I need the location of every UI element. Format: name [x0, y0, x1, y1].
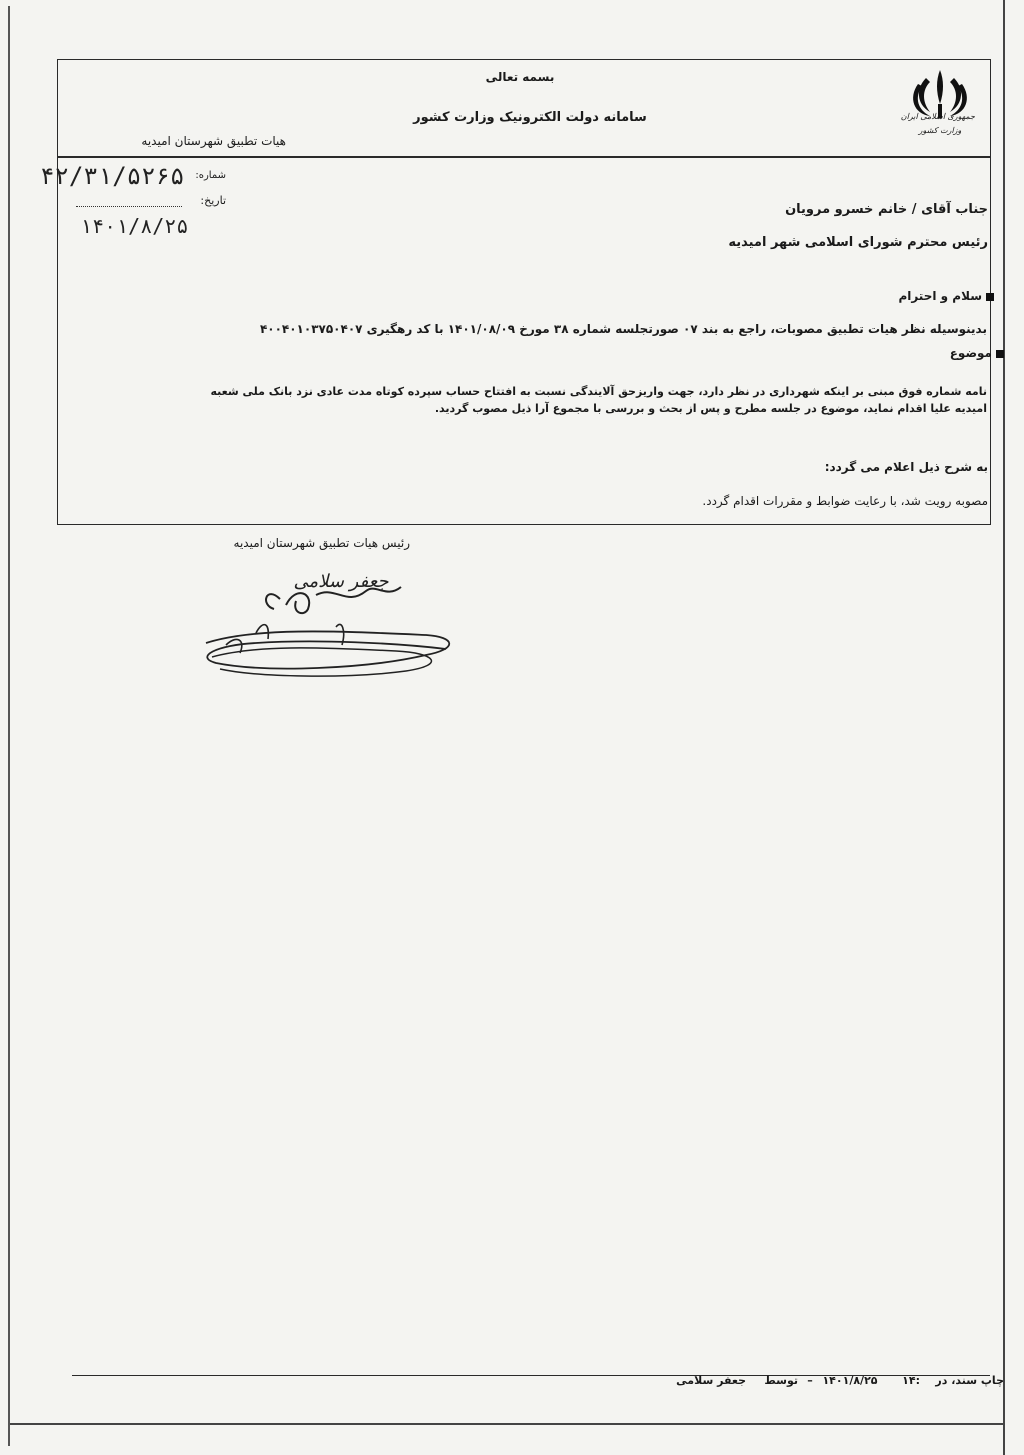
subject-label-text: موضوع: [949, 346, 992, 360]
footer-by-label: توسط: [764, 1374, 798, 1387]
emblem-caption-1: جمهوری اسلامی ایران: [900, 112, 975, 121]
date-label: تاریخ:: [200, 194, 226, 207]
footer-print-label: چاپ سند، در: [935, 1374, 1004, 1387]
scan-edge-right: [1003, 0, 1005, 1455]
greeting: [694, 289, 994, 303]
subject-line-1: نامه شماره فوق مبنی بر اینکه شهرداری در نظر دارد، جهت واریزحق آلایندگی نسبت به افتتاح حساب سپرده کوتاه مدت عادی نزد بانک ملی شعبه: [210, 385, 987, 398]
number-label: شماره:: [195, 170, 226, 181]
emblem-caption-2: وزارت کشور: [918, 126, 962, 135]
signatory-title: رئیس هیات تطبیق شهرستان امیدیه: [233, 536, 410, 550]
document-date: ۱۴۰۱/۸/۲۵: [80, 214, 189, 238]
document-number: ۴۲/۳۱/۵۲۶۵: [40, 162, 185, 190]
recipient-line-2: رئیس محترم شورای اسلامی شهر امیدیه: [728, 235, 988, 250]
footer-print-date: ۱۴۰۱/۸/۲۵: [822, 1374, 878, 1387]
bullet-icon: [986, 293, 994, 301]
system-title: سامانه دولت الکترونیک وزارت کشور: [413, 110, 647, 125]
subject-label: [804, 346, 1004, 360]
footer-user: جعفر سلامی: [676, 1374, 746, 1387]
footer-print-time: ۱۴:: [902, 1374, 920, 1387]
signatory-name: جعفر سلامی: [293, 571, 389, 592]
subject-line-2: امیدیه علیا اقدام نماید، موضوع در جلسه مطرح و پس از بحث و بررسی با مجموع آرا ذیل مصوب گردید.: [434, 402, 987, 415]
recipient-line-1: جناب آقای / خانم خسرو مرویان: [785, 202, 988, 217]
signature-image: [196, 565, 466, 690]
decision-text: مصوبه رویت شد، با رعایت ضوابط و مقررات اقدام گردد.: [702, 494, 988, 508]
greeting-text: سلام و احترام: [898, 289, 982, 303]
issuer: هیات تطبیق شهرستان امیدیه: [141, 134, 286, 148]
bismillah: بسمه تعالی: [485, 70, 555, 84]
footer-dash: –: [807, 1374, 813, 1387]
reference-line: بدینوسیله نظر هیات تطبیق مصوبات، راجع به بند ۰۷ صورتجلسه شماره ۳۸ مورخ ۱۴۰۱/۰۸/۰۹ با کد رهگیری ۴۰۰۴۰۱۰۳۷۵۰۴۰۷: [259, 322, 987, 336]
scan-edge-left: [8, 6, 10, 1446]
bottom-scan-line: [10, 1423, 1005, 1425]
header-divider: [57, 156, 991, 158]
date-dotted-line: [76, 206, 182, 207]
bullet-icon: [996, 350, 1004, 358]
decision-label: به شرح ذیل اعلام می گردد:: [824, 460, 988, 474]
